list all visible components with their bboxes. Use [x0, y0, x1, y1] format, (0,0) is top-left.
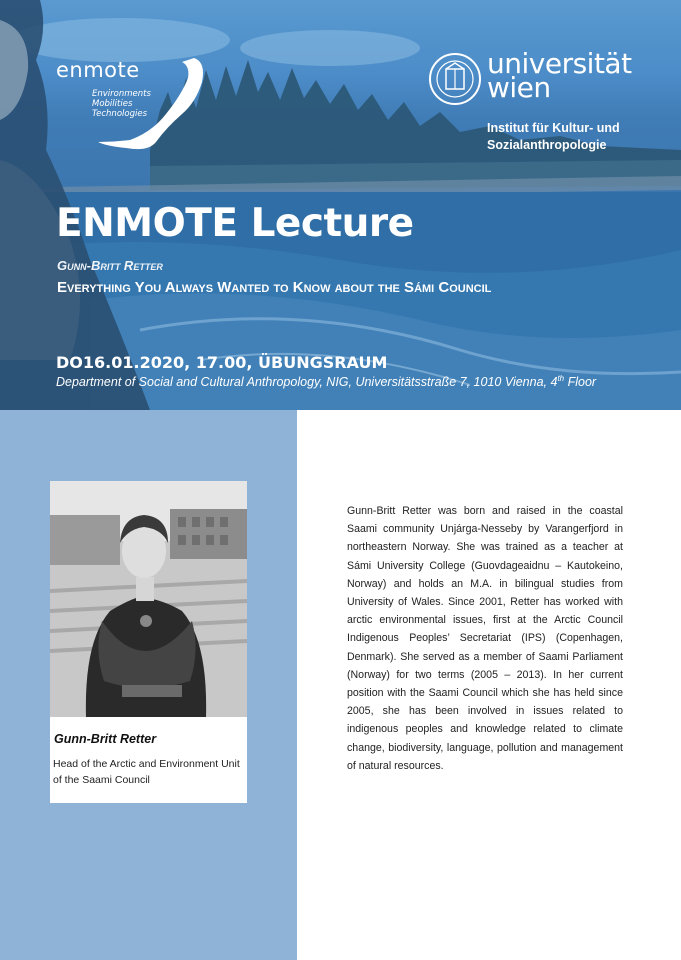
institute-line: Institut für Kultur- und [487, 121, 620, 135]
talk-title: Everything You Always Wanted to Know about the Sámi Council [57, 279, 492, 296]
venue-address: Department of Social and Cultural Anthropology, NIG, Universitätsstraße 7, 1010 Vienna, 4 [56, 375, 558, 390]
portrait-caption-name: Gunn-Britt Retter [54, 732, 157, 746]
speaker-portrait-photo [50, 481, 247, 717]
institute-name [487, 120, 620, 154]
enmote-logo-word: enmote [56, 58, 140, 82]
tagline-line: Mobilities [92, 99, 133, 109]
university-logo-line: wien [487, 71, 551, 104]
university-logo-line: universität [487, 47, 632, 80]
portrait-caption-role: Head of the Arctic and Environment Unit of the Saami Council [53, 758, 240, 786]
speaker-name: Gunn-Britt Retter [57, 258, 163, 273]
venue-floor-suffix: th [557, 374, 565, 383]
university-logo-word [487, 47, 632, 104]
institute-line: Sozialanthropologie [487, 138, 607, 152]
tagline-line: Environments [92, 89, 151, 99]
hero-banner [0, 0, 681, 410]
speaker-bio: Gunn-Britt Retter was born and raised in the coastal Saami community Unjárga-Nesseby by Varangerfjord in northeastern Norway. She was trained as a teacher at Sámi University College (Guovdageaidnu – Kautokeino, Norway) and holds an M.A. in bilingual studies from University of Wales. Since 2001, Retter has worked with arctic environmental issues, first at the Arctic Council Indigenous Peoples’ Secretariat (IPS) (Copenhagen, Denmark). She served as a member of Saami Parliament (Norway) for two terms (2005 – 2013). In her current position with the Saami Council which she has held since 2005, she has been involved in issues related to indigenous peoples and knowledge related to climate change, biodiversity, language, pollution and management of natural resources. [347, 505, 623, 772]
speaker-portrait-card [50, 481, 247, 803]
event-date-time-room: DO16.01.2020, 17.00, ÜBUNGSRAUM [56, 353, 388, 372]
enmote-logo-tagline [92, 89, 151, 119]
lecture-series-title: ENMOTE Lecture [56, 201, 414, 246]
tagline-line: Technologies [92, 109, 147, 119]
event-venue [56, 374, 596, 389]
university-seal-icon [428, 52, 482, 106]
venue-floor-word: Floor [564, 375, 597, 390]
